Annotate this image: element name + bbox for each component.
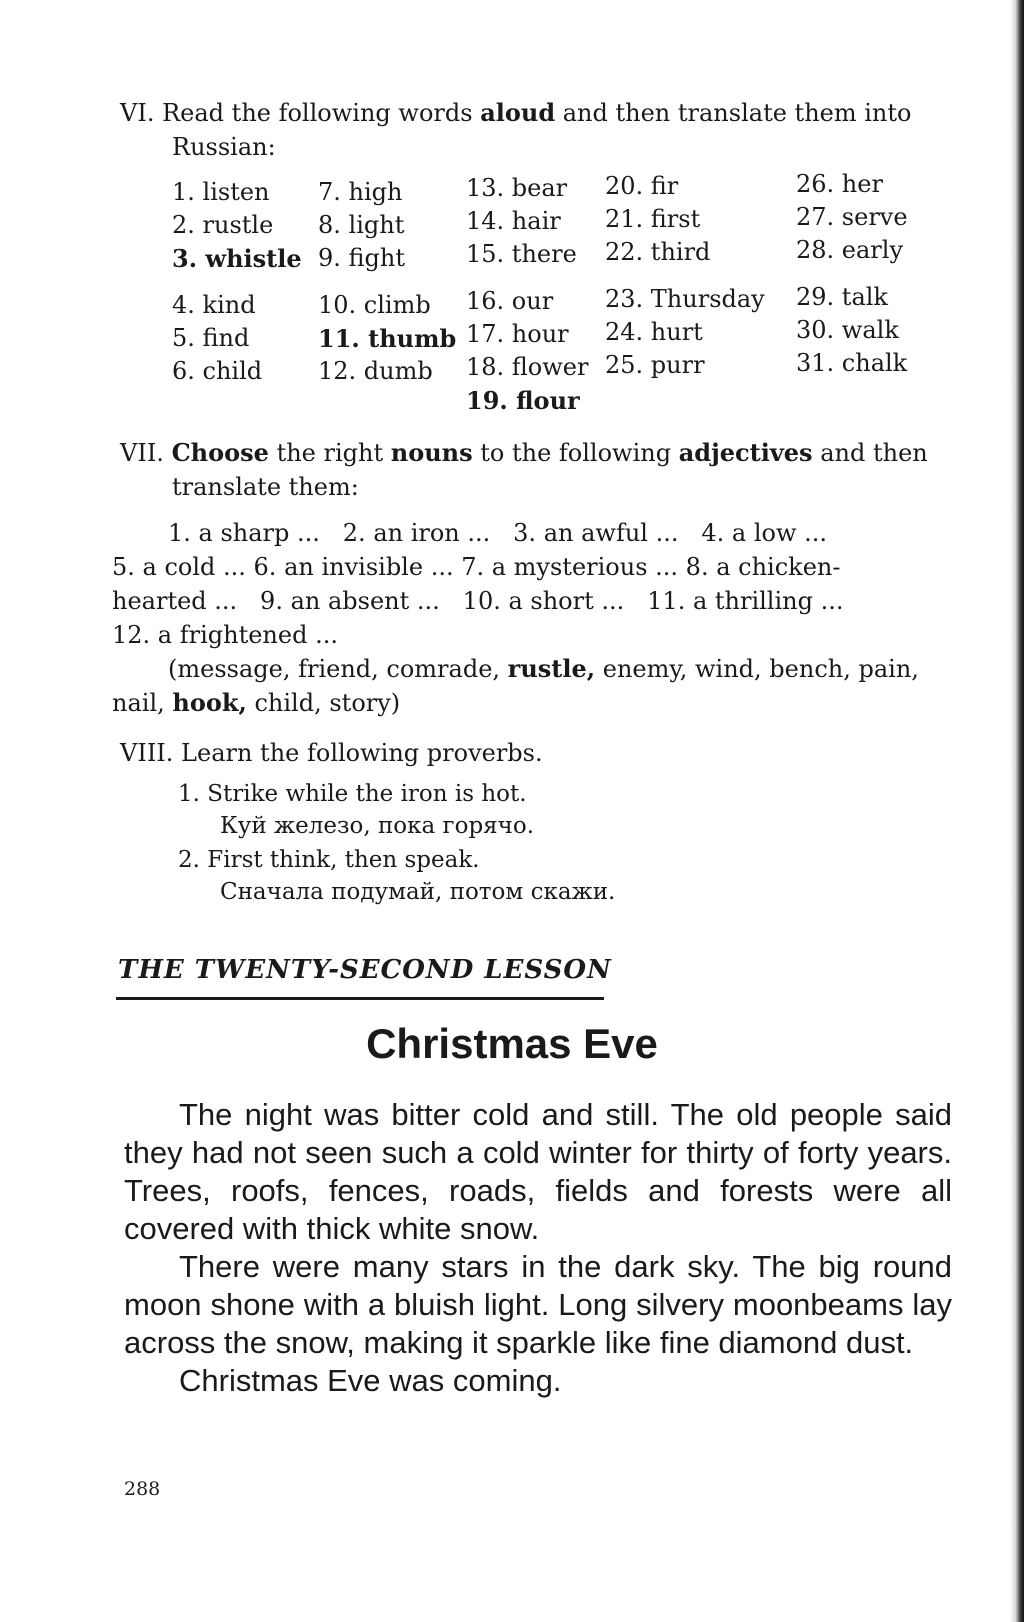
word-item: 24. hurt bbox=[605, 318, 703, 346]
page-edge-shadow bbox=[1010, 0, 1024, 1622]
exercise-6-instruction bbox=[120, 96, 940, 130]
story-paragraph: The night was bitter cold and still. The old people said they had not seen such a cold winter for thirty of forty years. Trees, roofs, fences, roads, fields and forests were all covered with thick white snow. bbox=[124, 1097, 952, 1246]
story-paragraph: Christmas Eve was coming. bbox=[179, 1363, 562, 1398]
word-item: 30. walk bbox=[796, 316, 899, 344]
lesson-heading: THE TWENTY-SECOND LESSON bbox=[118, 955, 612, 985]
word-item: 7. high bbox=[318, 178, 403, 206]
word-item: 9. fight bbox=[318, 244, 405, 272]
adjective-line: 5. a cold ... 6. an invisible ... 7. a mysterious ... 8. a chicken- bbox=[112, 553, 841, 581]
proverb-2 bbox=[178, 844, 615, 908]
word-item: 23. Thursday bbox=[605, 285, 765, 313]
word-item: 22. third bbox=[605, 238, 711, 266]
word-item: 1. listen bbox=[172, 178, 270, 206]
exercise-6-text: Read the following words bbox=[162, 99, 473, 127]
proverb-russian: Куй железо, пока горячо. bbox=[220, 813, 535, 839]
word-item: 21. first bbox=[605, 205, 701, 233]
exercise-8-instruction bbox=[120, 736, 940, 770]
word-item: 8. light bbox=[318, 211, 405, 239]
lesson-heading-rule bbox=[116, 997, 604, 1000]
exercise-8-number: VIII. bbox=[120, 739, 174, 767]
proverb-russian: Сначала подумай, потом скажи. bbox=[220, 879, 616, 905]
proverb-english: 2. First think, then speak. bbox=[178, 847, 480, 873]
word-column-4 bbox=[605, 170, 765, 382]
exercise-6-number: VI. bbox=[120, 99, 155, 127]
noun-list-bold: rustle, bbox=[507, 654, 596, 683]
exercise-7-text: the right bbox=[276, 439, 384, 467]
word-item: 16. our bbox=[466, 287, 554, 315]
word-item: 3. whistle bbox=[172, 244, 302, 273]
word-item: 12. dumb bbox=[318, 357, 433, 385]
exercise-7-bold-word: adjectives bbox=[678, 438, 813, 467]
proverb-1 bbox=[178, 778, 534, 842]
exercise-6-bold-word: aloud bbox=[480, 98, 556, 127]
proverb-english: 1. Strike while the iron is hot. bbox=[178, 781, 527, 807]
exercise-7-items bbox=[112, 516, 942, 720]
exercise-7-bold-word: nouns bbox=[390, 438, 473, 467]
noun-list bbox=[112, 652, 942, 686]
word-item: 10. climb bbox=[318, 291, 431, 319]
exercise-8-text: Learn the following proverbs. bbox=[181, 739, 543, 767]
word-item: 31. chalk bbox=[796, 349, 908, 377]
word-item: 19. flour bbox=[466, 386, 580, 415]
word-column-5 bbox=[796, 168, 908, 380]
word-item: 20. fir bbox=[605, 172, 679, 200]
word-item: 25. purr bbox=[605, 351, 705, 379]
noun-list-bold: hook, bbox=[172, 688, 247, 717]
word-item: 6. child bbox=[172, 357, 263, 385]
exercise-6-text-end: and then translate them into bbox=[562, 99, 912, 127]
adjective-line: 1. a sharp ... 2. an iron ... 3. an awful ... 4. a low ... bbox=[168, 519, 828, 547]
word-item: 27. serve bbox=[796, 203, 908, 231]
adjective-line: hearted ... 9. an absent ... 10. a short ... 11. a thrilling ... bbox=[112, 587, 844, 615]
word-item: 18. flower bbox=[466, 353, 589, 381]
noun-list-cont bbox=[112, 686, 942, 720]
word-item: 17. hour bbox=[466, 320, 569, 348]
word-item: 14. hair bbox=[466, 207, 561, 235]
word-item: 4. kind bbox=[172, 291, 256, 319]
story-paragraph: There were many stars in the dark sky. The big round moon shone with a bluish light. Long silvery moonbeams lay across the snow, making it sparkle like fine diamond dust. bbox=[124, 1249, 952, 1360]
story-title: Christmas Eve bbox=[366, 1020, 658, 1067]
story-text bbox=[124, 1096, 952, 1400]
noun-list-text: (message, friend, comrade, bbox=[168, 655, 501, 683]
noun-list-text: nail, bbox=[112, 689, 165, 717]
page-number: 288 bbox=[124, 1478, 161, 1500]
word-column-2 bbox=[318, 176, 456, 388]
exercise-6-instruction-cont: Russian: bbox=[172, 133, 276, 161]
noun-list-text: enemy, wind, bench, pain, bbox=[602, 655, 919, 683]
word-item: 11. thumb bbox=[318, 324, 457, 353]
word-item: 29. talk bbox=[796, 283, 888, 311]
word-item: 15. there bbox=[466, 240, 577, 268]
word-column-3 bbox=[466, 172, 588, 417]
exercise-7-text: and then bbox=[820, 439, 928, 467]
word-item: 26. her bbox=[796, 170, 883, 198]
word-item: 2. rustle bbox=[172, 211, 274, 239]
exercise-7-text: to the following bbox=[480, 439, 672, 467]
word-item: 13. bear bbox=[466, 174, 568, 202]
exercise-7-instruction bbox=[120, 436, 950, 470]
word-item: 5. find bbox=[172, 324, 250, 352]
word-column-1 bbox=[172, 176, 302, 388]
exercise-7-number: VII. bbox=[120, 439, 164, 467]
adjective-line: 12. a frightened ... bbox=[112, 621, 338, 649]
exercise-7-instruction-cont: translate them: bbox=[172, 473, 359, 501]
exercise-7-bold-word: Choose bbox=[171, 438, 269, 467]
word-item: 28. early bbox=[796, 236, 904, 264]
noun-list-text: child, story) bbox=[254, 689, 401, 717]
